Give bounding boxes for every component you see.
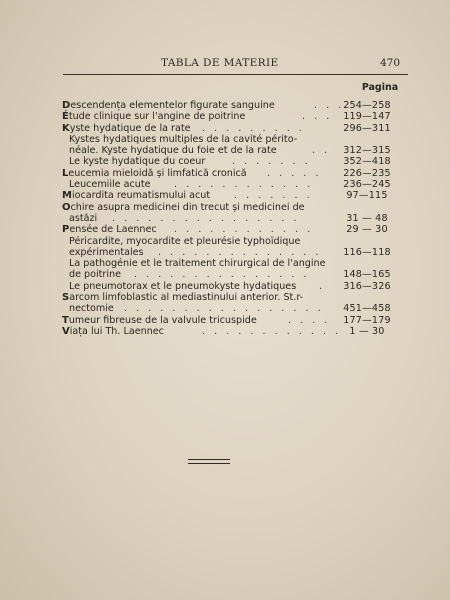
toc-leader-dots: . . . . . . . . . . . . bbox=[174, 224, 314, 236]
toc-entry bbox=[62, 292, 408, 303]
toc-entry bbox=[62, 224, 408, 235]
page-column-header: Pagina bbox=[361, 82, 399, 93]
toc-entry-title: de poitrine bbox=[69, 269, 122, 281]
closing-double-rule bbox=[188, 459, 230, 464]
toc-leader-dots: . . . . . . . . . . . . . . bbox=[158, 246, 322, 258]
toc-entry-pages: 226—235 bbox=[343, 167, 391, 179]
toc-leader-dots: . . . . . . . bbox=[232, 156, 311, 168]
toc-entry bbox=[62, 156, 408, 167]
toc-entry-title: expérimentales bbox=[69, 246, 144, 258]
toc-entry-title: Pensée de Laennec bbox=[62, 224, 157, 236]
toc-leader-dots: . . . . . . . . . . . . . . . bbox=[134, 269, 310, 281]
toc-entry-pages: 116—118 bbox=[343, 246, 391, 258]
toc-leader-dots: . . . . . bbox=[267, 167, 322, 179]
toc-entry-title: Kystes hydatiques multiples de la cavité périto- bbox=[69, 133, 298, 145]
toc-entry bbox=[62, 247, 408, 258]
toc-entry-pages: 316—326 bbox=[343, 280, 391, 292]
toc-entry-pages: 236—245 bbox=[343, 179, 391, 191]
page-header bbox=[65, 57, 400, 73]
toc-leader-dots: . . . bbox=[302, 111, 333, 123]
toc-entry bbox=[62, 134, 408, 145]
toc-entry-pages: 97—115 bbox=[346, 190, 388, 202]
toc-leader-dots: . . . . . . . . . . . . bbox=[174, 179, 314, 191]
toc-entry-pages: 312—315 bbox=[343, 145, 391, 157]
toc-entry-title: Kyste hydatique de la rate bbox=[62, 122, 191, 134]
toc-entry-title: Leucemia mieloidă și limfatică cronică bbox=[62, 167, 247, 179]
toc-entry bbox=[62, 145, 408, 156]
toc-entry-pages: 29 — 30 bbox=[346, 224, 388, 236]
toc-entry-pages: 148—165 bbox=[343, 269, 391, 281]
toc-entry-title: Leucemiile acute bbox=[69, 179, 151, 191]
toc-entry-pages: 352—418 bbox=[343, 156, 391, 168]
table-of-contents bbox=[62, 100, 408, 337]
toc-entry-title: nectomie bbox=[69, 303, 114, 315]
toc-entry-title: Ochire asupra medicinei din trecut și medicinei de bbox=[62, 201, 305, 213]
toc-entry bbox=[62, 258, 408, 269]
toc-entry-pages: 1 — 30 bbox=[349, 325, 385, 337]
toc-leader-dots: . . . . bbox=[288, 314, 331, 326]
toc-entry bbox=[62, 303, 408, 314]
running-title: TABLA DE MATERIE bbox=[161, 57, 279, 69]
toc-entry bbox=[62, 190, 408, 201]
toc-entry bbox=[62, 315, 408, 326]
toc-entry bbox=[62, 281, 408, 292]
toc-entry bbox=[62, 202, 408, 213]
toc-entry-title: Étude clinique sur l'angine de poitrine bbox=[62, 111, 246, 123]
toc-entry-title: astăzi bbox=[69, 212, 98, 224]
toc-entry bbox=[62, 100, 408, 111]
toc-entry-pages: 177—179 bbox=[343, 314, 391, 326]
toc-entry bbox=[62, 326, 408, 337]
toc-entry-pages: 296—311 bbox=[343, 122, 391, 134]
toc-leader-dots: . . . . . . . . . bbox=[202, 122, 305, 134]
page-number: 470 bbox=[379, 57, 400, 69]
toc-entry-title: Miocardita reumatismului acut bbox=[62, 190, 211, 202]
header-rule bbox=[63, 74, 408, 75]
toc-entry bbox=[62, 179, 408, 190]
toc-entry-title: Le pneumotorax et le pneumokyste hydatiques bbox=[69, 280, 297, 292]
toc-entry-pages: 254—258 bbox=[343, 100, 391, 111]
toc-leader-dots: . . bbox=[312, 145, 331, 157]
toc-entry-title: Sarcom limfoblastic al mediastinului anterior. St.r- bbox=[62, 292, 304, 304]
toc-entry bbox=[62, 269, 408, 280]
toc-entry-title: Descendența elementelor figurate sanguine bbox=[62, 100, 275, 111]
toc-entry-title: néale. Kyste hydatique du foie et de la rate bbox=[69, 145, 277, 157]
toc-entry-title: Péricardite, myocardite et pleurésie typhoïdique bbox=[69, 235, 301, 247]
toc-leader-dots: . . . . . . . bbox=[234, 190, 313, 202]
toc-leader-dots: . bbox=[319, 280, 326, 292]
toc-leader-dots: . . . bbox=[314, 100, 345, 111]
toc-entry-pages: 119—147 bbox=[343, 111, 391, 123]
toc-entry-title: Viața lui Th. Laennec bbox=[62, 325, 164, 337]
toc-leader-dots: . . . . . . . . . . . . . . . . bbox=[112, 212, 300, 224]
toc-entry-title: La pathogénie et le traitement chirurgical de l'angine bbox=[69, 258, 326, 270]
toc-entry bbox=[62, 213, 408, 224]
toc-entry-title: Le kyste hydatique du coeur bbox=[69, 156, 206, 168]
toc-entry bbox=[62, 123, 408, 134]
toc-entry bbox=[62, 111, 408, 122]
toc-leader-dots: . . . . . . . . . . . . bbox=[202, 325, 342, 337]
toc-entry bbox=[62, 168, 408, 179]
toc-entry bbox=[62, 236, 408, 247]
toc-entry-title: Tumeur fibreuse de la valvule tricuspide bbox=[62, 314, 257, 326]
toc-entry-pages: 31 — 48 bbox=[346, 212, 388, 224]
toc-entry-pages: 451—458 bbox=[343, 303, 391, 315]
toc-leader-dots: . . . . . . . . . . . . . . . . . bbox=[124, 303, 324, 315]
